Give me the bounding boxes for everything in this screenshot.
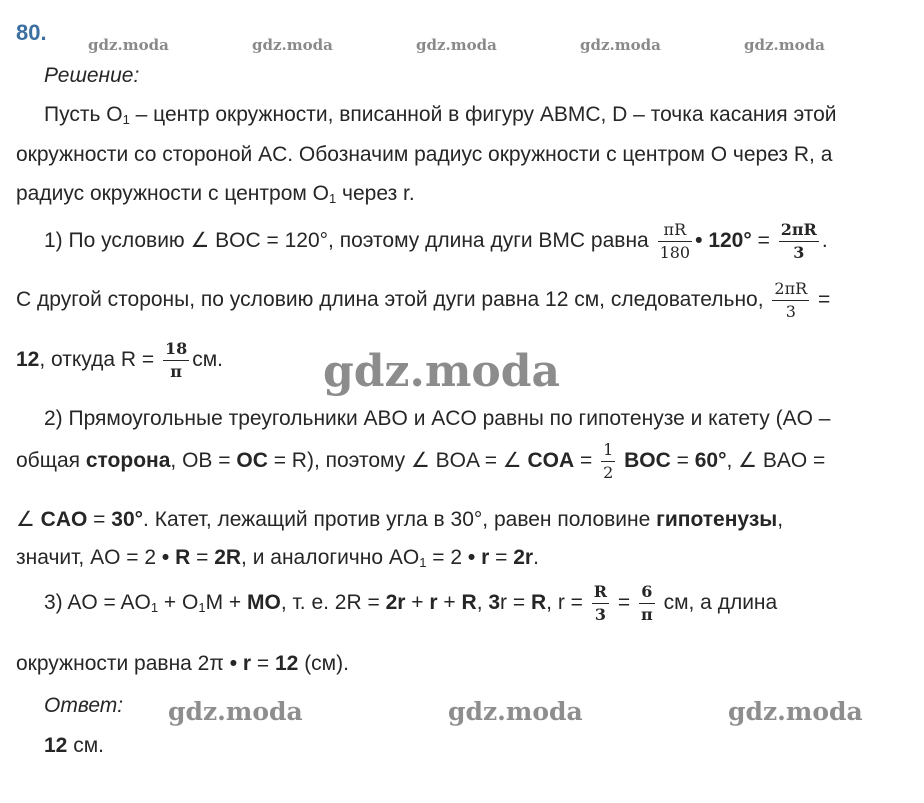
text: С другой стороны, по условию длина этой дуги равна 12 см, следовательно, (16, 288, 764, 312)
text-bold: 2R (214, 546, 242, 569)
watermark: gdz.moda (448, 697, 583, 726)
text: + (405, 591, 430, 615)
text-bold: гипотенузы (656, 508, 778, 531)
paragraph-line (44, 103, 837, 127)
text: . (821, 229, 828, 253)
text: . Катет, лежащий против угла в 30°, равен половине (143, 508, 657, 531)
text: = R), поэтому ∠ BOA = ∠ (267, 449, 528, 473)
subscript: 1 (198, 600, 206, 616)
text: см. (67, 734, 104, 757)
numerator: 18 (163, 341, 189, 361)
text-bold: 2r (385, 591, 406, 615)
text-bold: сторона (85, 449, 171, 473)
step3-line2 (16, 652, 349, 676)
text-bold: r (429, 591, 438, 615)
text: окружности равна 2π (16, 652, 230, 675)
denominator: π (641, 605, 653, 624)
text: через r. (336, 182, 415, 205)
text-bold: 2r (513, 546, 534, 569)
watermark: gdz.moda (88, 36, 169, 54)
text-bold: BOC (624, 449, 671, 473)
text: , и аналогично AO (241, 546, 420, 569)
subscript: 1 (122, 112, 130, 127)
bullet: • (161, 546, 170, 569)
step1-line1 (44, 222, 828, 261)
text: = 2 (426, 546, 468, 569)
denominator: 3 (793, 243, 805, 262)
watermark-large: gdz.moda (323, 346, 561, 397)
text: . (533, 546, 539, 569)
denominator: 2 (603, 463, 614, 482)
text-bold: MO (247, 591, 281, 615)
text: 1) По условию ∠ BOC = 120°, поэтому длина дуги BMC равна (44, 229, 649, 253)
subscript: 1 (328, 191, 337, 206)
text: M + (205, 591, 247, 615)
answer-label: Ответ: (44, 694, 124, 717)
paragraph-line: окружности со стороной AC. Обозначим радиус окружности с центром O через R, а (16, 143, 833, 166)
text-bold: 120° (708, 229, 752, 253)
text: = (574, 449, 593, 473)
denominator: 180 (659, 243, 691, 262)
text: = (757, 229, 770, 253)
text-bold: 30° (111, 508, 144, 531)
text: Пусть O (44, 103, 123, 126)
text: , (476, 591, 489, 615)
denominator: 3 (785, 302, 796, 321)
text-bold: COA (527, 449, 575, 473)
step1-line3 (16, 341, 223, 380)
text: = (87, 508, 112, 531)
text: = (251, 652, 275, 675)
text-bold: 12 (275, 652, 299, 675)
text-bold: r (237, 652, 252, 675)
text-bold: r (481, 546, 490, 569)
text: , (777, 508, 784, 531)
watermark: gdz.moda (168, 697, 303, 726)
fraction-6-pi (639, 584, 655, 623)
answer-value (44, 734, 104, 758)
text: = (190, 546, 215, 569)
problem-number: 80. (16, 20, 47, 45)
numerator: 1 (601, 442, 615, 462)
text: общая (16, 449, 86, 473)
text: , откуда R = (39, 348, 155, 372)
text: r = (500, 591, 531, 615)
text: + O (158, 591, 199, 615)
solution-label: Решение: (44, 64, 140, 87)
bullet: • (467, 546, 476, 569)
text-bold: 12 (44, 734, 68, 757)
numerator: R (592, 584, 609, 604)
paragraph-line (16, 182, 415, 206)
text: + (437, 591, 462, 615)
text: радиус окружности с центром O (16, 182, 329, 205)
watermark: gdz.moda (580, 36, 661, 54)
text-bold: R (175, 546, 191, 569)
text: – центр окружности, вписанной в фигуру ABMC, D – точка касания этой (129, 103, 837, 126)
text: = (818, 288, 831, 312)
text-bold: R (461, 591, 477, 615)
text: , OB = (170, 449, 237, 473)
step3-line1 (44, 584, 777, 623)
watermark: gdz.moda (416, 36, 497, 54)
text-bold: OC (236, 449, 268, 473)
fraction-r-3 (592, 584, 609, 623)
bullet: • (229, 652, 238, 675)
numerator: πR (658, 222, 693, 242)
text: см, а длина (663, 591, 778, 615)
step2-line1: 2) Прямоугольные треугольники ABO и ACO равны по гипотенузе и катету (AO – (44, 407, 831, 430)
text-bold: 12 (16, 348, 40, 372)
text: см. (192, 348, 224, 372)
text-bold: 60° (694, 449, 727, 473)
fraction-2pir-3 (779, 222, 819, 261)
fraction-pir-180 (658, 222, 693, 261)
text: 3) AO = AO (44, 591, 151, 615)
watermark: gdz.moda (744, 36, 825, 54)
subscript: 1 (150, 600, 159, 616)
watermark: gdz.moda (728, 697, 863, 726)
text: , т. е. 2R = (280, 591, 386, 615)
watermark: gdz.moda (252, 36, 333, 54)
numerator: 6 (639, 584, 655, 604)
text: , r = (546, 591, 583, 615)
step2-line2 (16, 442, 825, 481)
fraction-18-pi (163, 341, 189, 380)
text-bold: 3 (488, 591, 501, 615)
text: = (489, 546, 514, 569)
text: (см). (298, 652, 349, 675)
text: ∠ (16, 508, 41, 531)
step1-line2 (16, 281, 830, 320)
text: = (617, 591, 631, 615)
text-bold: CAO (40, 508, 88, 531)
subscript: 1 (419, 555, 427, 570)
fraction-2pir-3 (772, 281, 809, 320)
step2-line3 (16, 507, 783, 532)
fraction-half (601, 442, 615, 481)
denominator: π (170, 362, 182, 381)
step2-line4 (16, 546, 539, 570)
denominator: 3 (594, 605, 606, 624)
text: = (670, 449, 695, 473)
text-bold: R (530, 591, 547, 615)
bullet: • (695, 229, 703, 253)
numerator: 2πR (772, 281, 809, 301)
text: , ∠ BAO = (726, 449, 826, 473)
numerator: 2πR (779, 222, 819, 242)
text: значит, AO = 2 (16, 546, 162, 569)
